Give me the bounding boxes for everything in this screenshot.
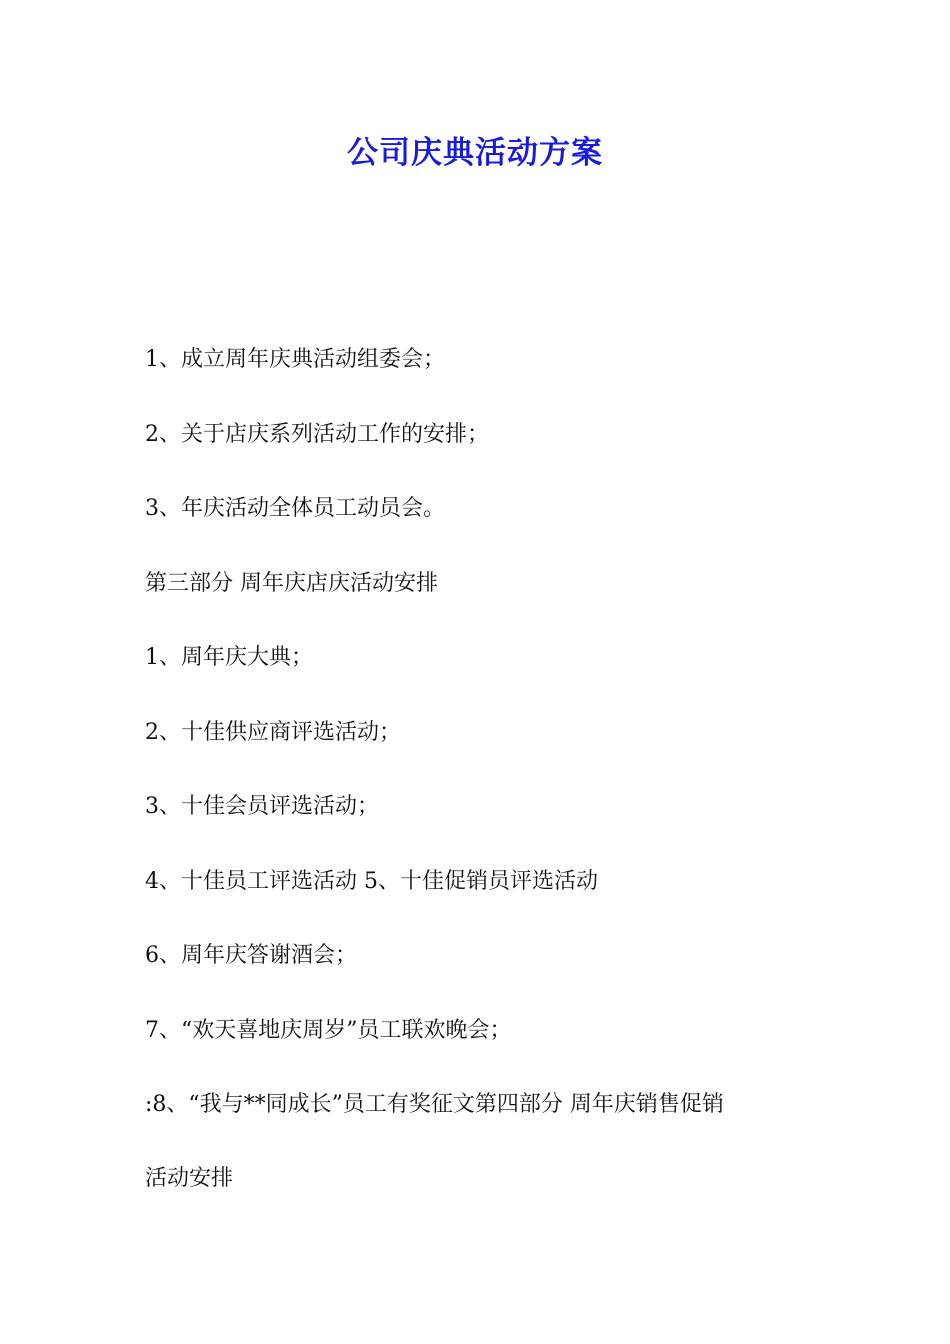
paragraph-10-continuation: 活动安排	[145, 1166, 234, 1191]
paragraph-10: :8、“我与**同成长”员工有奖征文第四部分 周年庆销售促销	[145, 1092, 724, 1117]
paragraph-1: 1、成立周年庆典活动组委会；	[145, 347, 445, 372]
paragraph-3: 3、年庆活动全体员工动员会。	[145, 496, 445, 521]
paragraph-7: 4、十佳员工评选活动 5、十佳促销员评选活动	[145, 868, 598, 894]
paragraph-5: 2、十佳供应商评选活动；	[145, 719, 401, 745]
document-title: 公司庆典活动方案	[347, 135, 603, 171]
paragraph-9: 7、“欢天喜地庆周岁”员工联欢晚会；	[145, 1017, 512, 1043]
paragraph-6: 3、十佳会员评选活动；	[145, 794, 379, 819]
paragraph-2: 2、关于店庆系列活动工作的安排；	[145, 421, 489, 447]
section-heading-part-3: 第三部分 周年庆店庆活动安排	[145, 570, 438, 596]
document-body	[145, 338, 825, 1201]
paragraph-8: 6、周年庆答谢酒会；	[145, 943, 357, 968]
paragraph-4: 1、周年庆大典；	[145, 645, 313, 670]
